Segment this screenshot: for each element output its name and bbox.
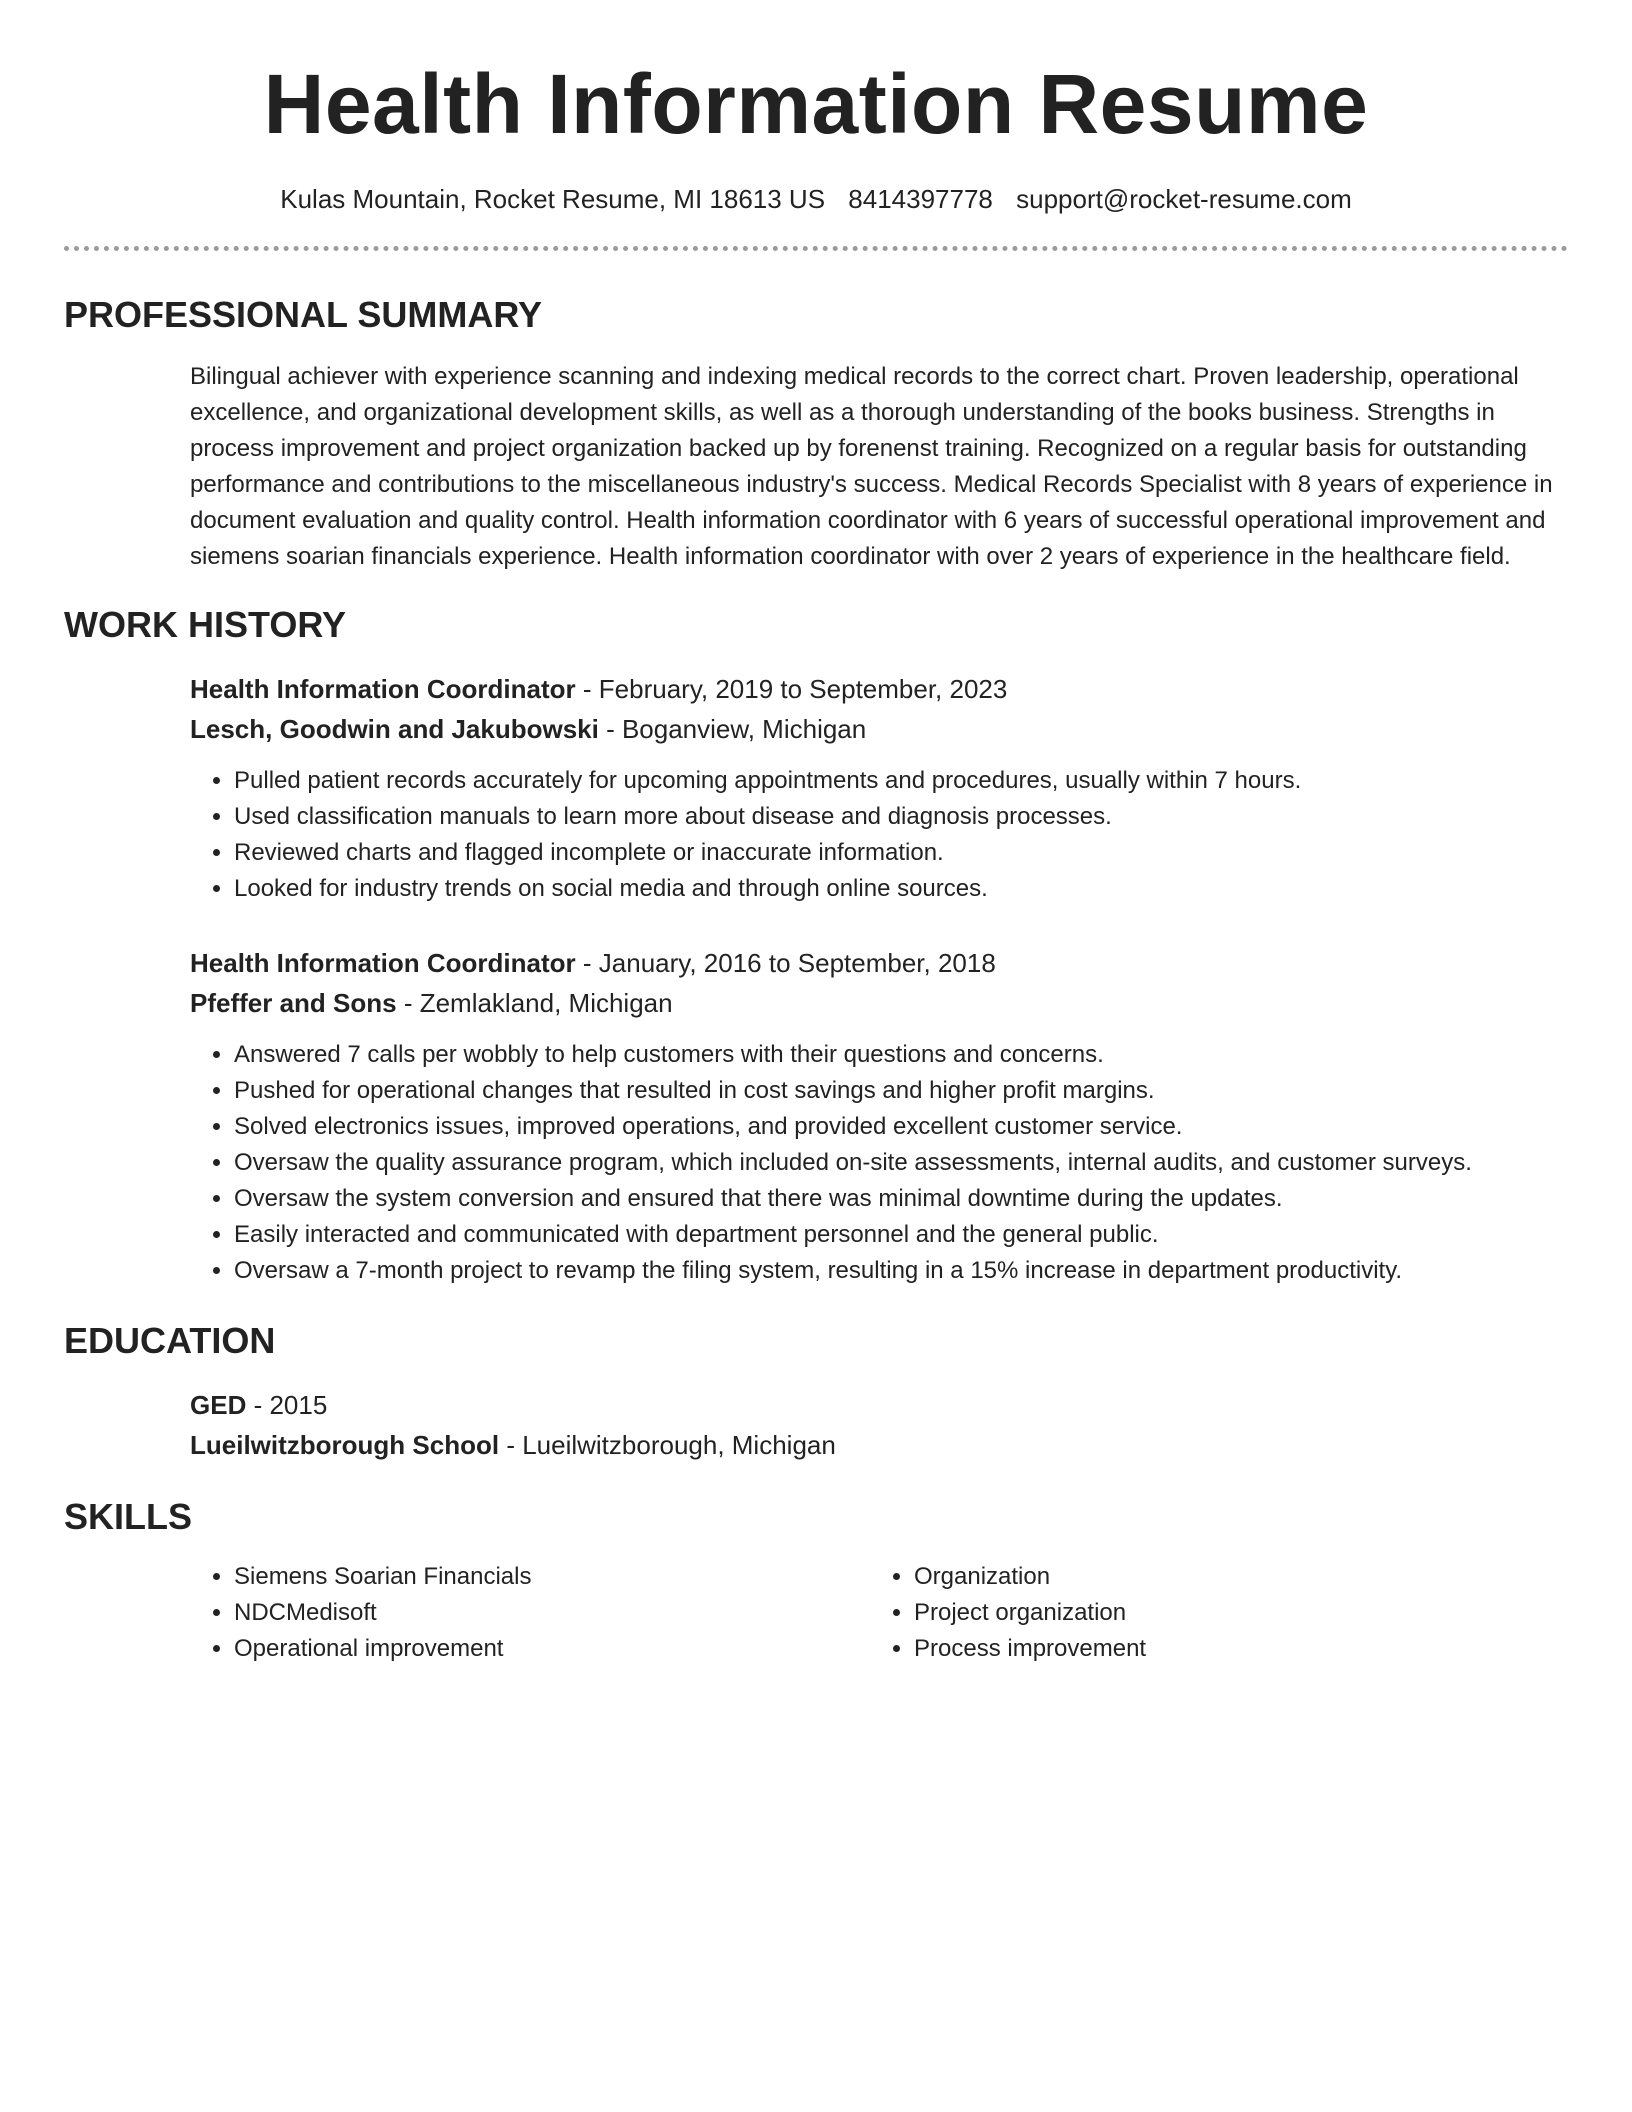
skills-list-right — [870, 1559, 1550, 1667]
education-heading: EDUCATION — [64, 1320, 276, 1361]
job-dates: - February, 2019 to September, 2023 — [575, 674, 1008, 704]
job-entry — [190, 669, 1568, 907]
job-duty: • Oversaw a 7-month project to revamp the filing system, resulting in a 15% increase in department productivity. — [234, 1253, 1568, 1289]
job-duties-list — [190, 763, 1568, 907]
skills-grid — [190, 1559, 1568, 1667]
degree: GED — [190, 1390, 247, 1420]
job-duty: • Looked for industry trends on social media and through online sources. — [234, 871, 1568, 907]
work-history-heading: WORK HISTORY — [64, 604, 347, 645]
school-location: - Lueilwitzborough, Michigan — [499, 1430, 836, 1460]
job-duty: • Pulled patient records accurately for upcoming appointments and procedures, usually within 7 hours. — [234, 763, 1568, 799]
contact-line — [64, 182, 1568, 216]
job-duties-list — [190, 1037, 1568, 1289]
job-duty: • Solved electronics issues, improved operations, and provided excellent customer service. — [234, 1109, 1568, 1145]
job-duty: • Oversaw the quality assurance program, which included on-site assessments, internal audits, and customer surveys. — [234, 1145, 1568, 1181]
contact-address: Kulas Mountain, Rocket Resume, MI 18613 US — [280, 184, 826, 214]
job-title-line — [190, 669, 1568, 709]
work-history-section — [64, 603, 1568, 1289]
degree-year: - 2015 — [246, 1390, 328, 1420]
resume-header — [64, 0, 1568, 216]
job-location: - Boganview, Michigan — [598, 714, 867, 744]
skill-item: • Operational improvement — [234, 1631, 870, 1667]
job-dates: - January, 2016 to September, 2018 — [575, 948, 996, 978]
summary-text: Bilingual achiever with experience scanning and indexing medical records to the correct chart. Proven leadership, operational excellence, and organizational development skills, as well as a thorough understanding of the books business. Strengths in process improvement and project organization backed up by forenenst training. Recognized on a regular basis for outstanding performance and contributions to the miscellaneous industry's success. Medical Records Specialist with 8 years of experience in document evaluation and quality control. Health information coordinator with 6 years of successful operational improvement and siemens soarian financials experience. Health information coordinator with over 2 years of experience in the healthcare field. — [190, 363, 1553, 570]
header-divider — [64, 246, 1568, 251]
job-entry — [190, 943, 1568, 1289]
job-duty: • Reviewed charts and flagged incomplete or inaccurate information. — [234, 835, 1568, 871]
job-company-line — [190, 983, 1568, 1023]
education-entry — [190, 1385, 1568, 1465]
job-duty: • Oversaw the system conversion and ensured that there was minimal downtime during the updates. — [234, 1181, 1568, 1217]
job-title-line — [190, 943, 1568, 983]
skills-heading: SKILLS — [64, 1496, 193, 1537]
school-line — [190, 1425, 1568, 1465]
summary-section — [64, 293, 1568, 575]
skill-item: • NDCMedisoft — [234, 1595, 870, 1631]
school-name: Lueilwitzborough School — [190, 1430, 500, 1460]
skills-section — [64, 1495, 1568, 1667]
skill-item: • Siemens Soarian Financials — [234, 1559, 870, 1595]
skills-list-left — [190, 1559, 870, 1667]
job-duty: • Pushed for operational changes that resulted in cost savings and higher profit margins. — [234, 1073, 1568, 1109]
job-duty: • Used classification manuals to learn more about disease and diagnosis processes. — [234, 799, 1568, 835]
job-company: Pfeffer and Sons — [190, 988, 397, 1018]
job-role: Health Information Coordinator — [190, 674, 576, 704]
job-company: Lesch, Goodwin and Jakubowski — [190, 714, 599, 744]
job-company-line — [190, 709, 1568, 749]
degree-line — [190, 1385, 1568, 1425]
skill-item: • Project organization — [914, 1595, 1550, 1631]
job-location: - Zemlakland, Michigan — [396, 988, 673, 1018]
resume-title: Health Information Resume — [263, 57, 1369, 151]
skill-item: • Organization — [914, 1559, 1550, 1595]
summary-heading: PROFESSIONAL SUMMARY — [64, 294, 543, 335]
job-duty: • Easily interacted and communicated with department personnel and the general public. — [234, 1217, 1568, 1253]
contact-phone: 8414397778 — [848, 184, 993, 214]
education-section — [64, 1319, 1568, 1465]
job-duty: • Answered 7 calls per wobbly to help customers with their questions and concerns. — [234, 1037, 1568, 1073]
skill-item: • Process improvement — [914, 1631, 1550, 1667]
job-role: Health Information Coordinator — [190, 948, 576, 978]
contact-email: support@rocket-resume.com — [1016, 184, 1352, 214]
